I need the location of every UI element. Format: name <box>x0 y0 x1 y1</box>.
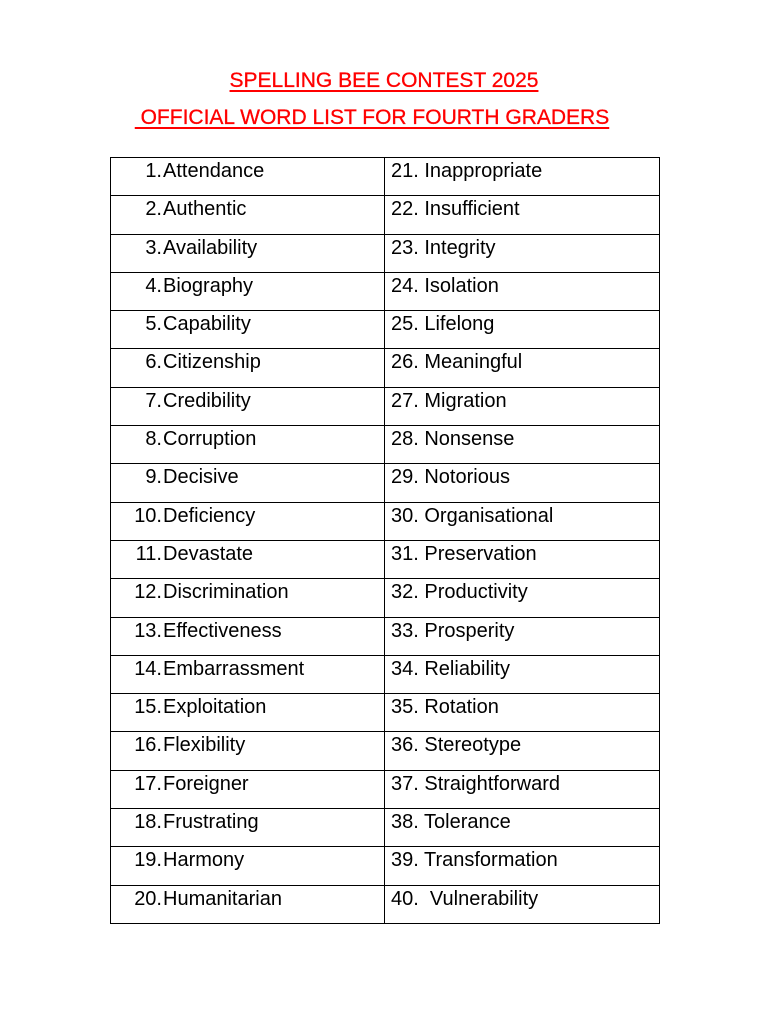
word-entry <box>111 311 384 336</box>
word-cell-right <box>385 809 660 847</box>
word-entry <box>111 886 384 911</box>
word-number: 17. <box>134 772 162 795</box>
word-cell-right <box>385 234 660 272</box>
word-cell-right <box>385 272 660 310</box>
word-entry <box>111 503 384 528</box>
word-entry: 22. Insufficient <box>391 198 520 221</box>
word-number: 4. <box>145 274 162 297</box>
word-entry <box>111 809 384 834</box>
word-cell-right <box>385 885 660 923</box>
word-number: 1. <box>145 160 162 182</box>
word-text: Credibility <box>163 389 251 412</box>
word-cell-right <box>385 579 660 617</box>
word-text: Decisive <box>163 466 239 489</box>
word-cell-right <box>385 464 660 502</box>
word-number: 6. <box>145 351 162 374</box>
word-text: Harmony <box>163 849 245 872</box>
word-text: Availability <box>163 236 258 259</box>
table-row <box>111 349 660 387</box>
word-entry: 38. Tolerance <box>391 811 511 834</box>
word-entry <box>111 235 384 260</box>
word-entry: 31. Preservation <box>391 542 537 565</box>
word-cell-left <box>111 885 385 923</box>
table-row <box>111 426 660 464</box>
title-contest: SPELLING BEE CONTEST 2025 <box>229 69 539 92</box>
word-text: Deficiency <box>163 504 256 527</box>
word-entry: 24. Isolation <box>391 274 499 297</box>
word-number: 8. <box>145 428 162 451</box>
word-cell-left <box>111 502 385 540</box>
word-entry: 34. Reliability <box>391 657 510 680</box>
word-entry: 26. Meaningful <box>391 351 523 374</box>
word-number: 7. <box>145 389 162 412</box>
word-entry <box>111 694 384 719</box>
word-cell-right <box>385 694 660 732</box>
word-number: 3. <box>145 236 162 259</box>
word-text: Attendance <box>163 160 265 182</box>
word-number: 11. <box>135 542 162 565</box>
word-cell-left <box>111 770 385 808</box>
word-number: 10. <box>134 504 162 527</box>
word-text: Corruption <box>163 428 257 451</box>
word-entry: 28. Nonsense <box>391 428 515 451</box>
word-list-body <box>111 158 660 924</box>
word-cell-left <box>111 579 385 617</box>
word-entry <box>111 771 384 796</box>
title-word-list: OFFICIAL WORD LIST FOR FOURTH GRADERS <box>134 106 610 129</box>
word-entry: 23. Integrity <box>391 236 496 259</box>
word-entry <box>111 273 384 298</box>
table-row <box>111 158 660 196</box>
word-cell-right <box>385 502 660 540</box>
table-row <box>111 655 660 693</box>
word-cell-right <box>385 617 660 655</box>
word-cell-right <box>385 387 660 425</box>
word-number: 19. <box>134 849 162 872</box>
word-text: Frustrating <box>163 811 259 834</box>
table-row <box>111 809 660 847</box>
word-entry <box>111 579 384 604</box>
word-cell-right <box>385 426 660 464</box>
table-row <box>111 311 660 349</box>
table-row <box>111 885 660 923</box>
word-text: Foreigner <box>163 772 249 795</box>
word-cell-right <box>385 847 660 885</box>
word-entry: 27. Migration <box>391 389 507 412</box>
word-entry <box>111 732 384 757</box>
word-entry <box>111 847 384 872</box>
word-cell-right <box>385 196 660 234</box>
word-entry: 35. Rotation <box>391 696 499 719</box>
word-cell-left <box>111 694 385 732</box>
word-text: Capability <box>163 313 251 336</box>
word-entry <box>111 656 384 681</box>
word-cell-right <box>385 770 660 808</box>
word-entry <box>111 349 384 374</box>
word-text: Devastate <box>163 542 254 565</box>
word-text: Exploitation <box>163 696 267 719</box>
word-text: Discrimination <box>163 581 289 604</box>
word-entry <box>111 196 384 221</box>
table-row <box>111 540 660 578</box>
word-entry <box>111 426 384 451</box>
word-cell-right <box>385 655 660 693</box>
word-text: Authentic <box>163 198 247 221</box>
word-cell-left <box>111 234 385 272</box>
word-entry: 37. Straightforward <box>391 772 560 795</box>
word-entry <box>111 618 384 643</box>
table-row <box>111 732 660 770</box>
word-number: 14. <box>134 657 162 680</box>
word-text: Embarrassment <box>163 657 305 680</box>
word-cell-left <box>111 847 385 885</box>
table-row <box>111 617 660 655</box>
word-cell-left <box>111 387 385 425</box>
word-cell-left <box>111 464 385 502</box>
word-cell-right <box>385 311 660 349</box>
table-row <box>111 770 660 808</box>
word-entry <box>111 464 384 489</box>
word-number: 18. <box>134 811 162 834</box>
word-cell-right <box>385 732 660 770</box>
word-entry: 25. Lifelong <box>391 313 495 336</box>
word-number: 20. <box>134 887 162 910</box>
word-text: Effectiveness <box>163 619 282 642</box>
word-cell-left <box>111 311 385 349</box>
word-cell-left <box>111 158 385 196</box>
word-number: 9. <box>145 466 162 489</box>
table-row <box>111 694 660 732</box>
word-entry: 21. Inappropriate <box>391 160 543 182</box>
word-entry: 39. Transformation <box>391 849 558 872</box>
word-number: 15. <box>134 696 162 719</box>
table-row <box>111 847 660 885</box>
word-entry: 33. Prosperity <box>391 619 515 642</box>
word-number: 2. <box>145 198 162 221</box>
word-number: 13. <box>134 619 162 642</box>
word-text: Humanitarian <box>163 887 282 910</box>
word-cell-left <box>111 196 385 234</box>
word-text: Citizenship <box>163 351 261 374</box>
word-cell-right <box>385 158 660 196</box>
word-text: Biography <box>163 274 254 297</box>
word-entry: 36. Stereotype <box>391 734 522 757</box>
word-cell-left <box>111 655 385 693</box>
word-entry <box>111 541 384 566</box>
table-row <box>111 579 660 617</box>
word-cell-right <box>385 540 660 578</box>
word-entry: 29. Notorious <box>391 466 510 489</box>
word-entry: 40. Vulnerability <box>391 887 539 910</box>
word-cell-left <box>111 349 385 387</box>
word-entry: 30. Organisational <box>391 504 554 527</box>
word-entry <box>111 388 384 413</box>
word-cell-right <box>385 349 660 387</box>
word-cell-left <box>111 426 385 464</box>
table-row <box>111 272 660 310</box>
word-text: Flexibility <box>163 734 246 757</box>
word-number: 5. <box>145 313 162 336</box>
word-number: 16. <box>134 734 162 757</box>
word-cell-left <box>111 732 385 770</box>
word-number: 12. <box>134 581 162 604</box>
word-entry <box>111 158 384 183</box>
word-cell-left <box>111 540 385 578</box>
table-row <box>111 387 660 425</box>
word-entry: 32. Productivity <box>391 581 528 604</box>
table-row <box>111 502 660 540</box>
table-row <box>111 234 660 272</box>
table-row <box>111 196 660 234</box>
word-cell-left <box>111 617 385 655</box>
word-cell-left <box>111 809 385 847</box>
table-row <box>111 464 660 502</box>
word-cell-left <box>111 272 385 310</box>
word-list-table <box>110 157 660 924</box>
